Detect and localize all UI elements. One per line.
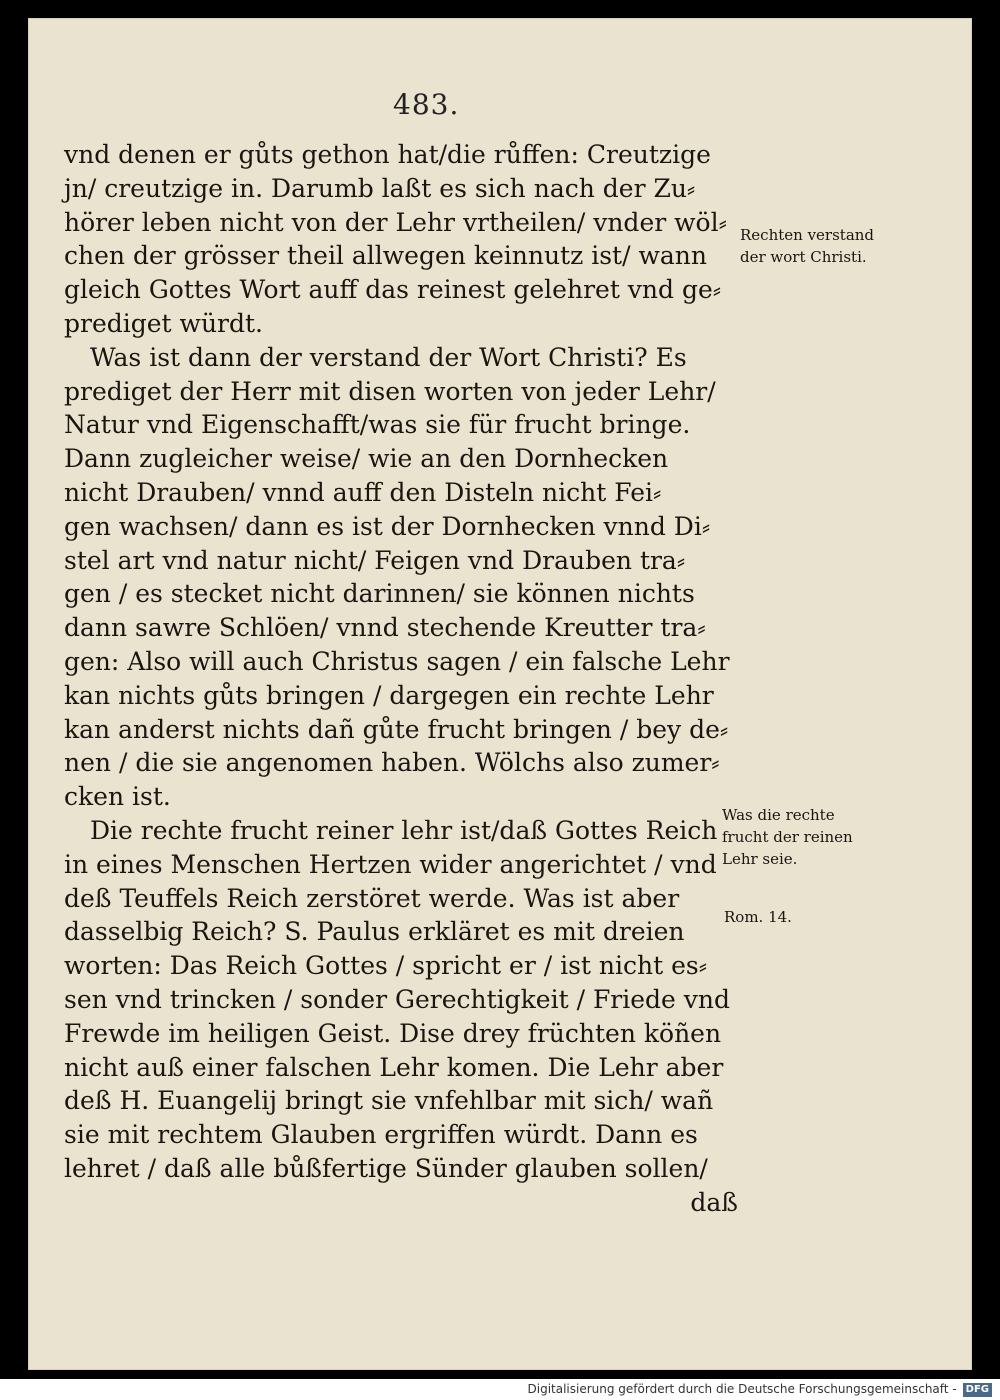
marginal-note-line: der wort Christi. xyxy=(740,248,867,266)
text-line: nicht auß einer falschen Lehr komen. Die Lehr aber xyxy=(64,1052,724,1082)
marginal-note-line: Rechten verstand xyxy=(740,226,875,244)
text-line: cken ist. xyxy=(64,782,171,812)
footer-credit xyxy=(0,1379,1000,1400)
text-line: prediget würdt. xyxy=(64,308,263,338)
body-text xyxy=(64,138,744,1220)
text-line: hörer leben nicht von der Lehr vrtheilen/ vnder wöl⸗ xyxy=(64,207,727,237)
text-line: Frewde im heiligen Geist. Dise drey früchten köñen xyxy=(64,1018,722,1048)
text-line: Die rechte frucht reiner lehr ist/daß Gottes Reich xyxy=(90,815,718,845)
text-line: sie mit rechtem Glauben ergriffen würdt. Dann es xyxy=(64,1120,698,1150)
text-line: deß Teuffels Reich zerstöret werde. Was ist aber xyxy=(64,883,680,913)
text-line: sen vnd trincken / sonder Gerechtigkeit / Friede vnd xyxy=(64,984,731,1014)
text-line: lehret / daß alle bůßfertige Sünder glauben sollen/ xyxy=(64,1153,708,1183)
text-line: chen der grösser theil allwegen keinnutz ist/ wann xyxy=(64,241,707,271)
footer-text: Digitalisierung gefördert durch die Deutsche Forschungsgemeinschaft - xyxy=(527,1382,957,1396)
text-line: nicht Drauben/ vnnd auff den Disteln nicht Fei⸗ xyxy=(64,477,662,507)
text-line: gleich Gottes Wort auff das reinest gelehret vnd ge⸗ xyxy=(64,275,722,305)
dfg-logo: DFG xyxy=(963,1383,992,1397)
text-line: deß H. Euangelij bringt sie vnfehlbar mit sich/ wañ xyxy=(64,1086,714,1116)
marginal-note-line: Rom. 14. xyxy=(724,908,792,926)
text-line: jn/ creutzige in. Darumb laßt es sich nach der Zu⸗ xyxy=(64,173,696,203)
marginal-note-line: frucht der reinen xyxy=(722,828,853,846)
text-line: gen wachsen/ dann es ist der Dornhecken vnnd Di⸗ xyxy=(64,511,711,541)
text-line: kan anderst nichts dañ gůte frucht bringen / bey de⸗ xyxy=(64,714,729,744)
text-line: stel art vnd natur nicht/ Feigen vnd Drauben tra⸗ xyxy=(64,545,686,575)
marginal-note-line: Was die rechte xyxy=(722,806,835,824)
text-line: worten: Das Reich Gottes / spricht er / ist nicht es⸗ xyxy=(64,951,708,981)
text-line: in eines Menschen Hertzen wider angerichtet / vnd xyxy=(64,849,717,879)
text-line: gen: Also will auch Christus sagen / ein falsche Lehr xyxy=(64,646,730,676)
marginal-note xyxy=(740,224,874,268)
text-line: prediget der Herr mit disen worten von jeder Lehr/ xyxy=(64,376,716,406)
marginal-note xyxy=(724,906,792,928)
text-line: vnd denen er gůts gethon hat/die růffen: Creutzige xyxy=(64,140,711,169)
catchword: daß xyxy=(690,1187,738,1217)
text-line: dann sawre Schlöen/ vnnd stechende Kreutter tra⸗ xyxy=(64,613,706,643)
text-line: dasselbig Reich? S. Paulus erkläret es mit dreien xyxy=(64,917,685,947)
book-page xyxy=(28,18,972,1370)
page-number: 483. xyxy=(393,88,460,121)
text-line: kan nichts gůts bringen / dargegen ein rechte Lehr xyxy=(64,680,714,710)
marginal-note-line: Lehr seie. xyxy=(722,850,798,868)
text-line: gen / es stecket nicht darinnen/ sie können nichts xyxy=(64,579,695,609)
text-line: nen / die sie angenomen haben. Wölchs also zumer⸗ xyxy=(64,748,720,778)
text-line: Was ist dann der verstand der Wort Christi? Es xyxy=(90,342,687,372)
marginal-note xyxy=(722,804,853,870)
text-line: Dann zugleicher weise/ wie an den Dornhecken xyxy=(64,444,669,474)
text-line: Natur vnd Eigenschafft/was sie für frucht bringe. xyxy=(64,410,691,440)
